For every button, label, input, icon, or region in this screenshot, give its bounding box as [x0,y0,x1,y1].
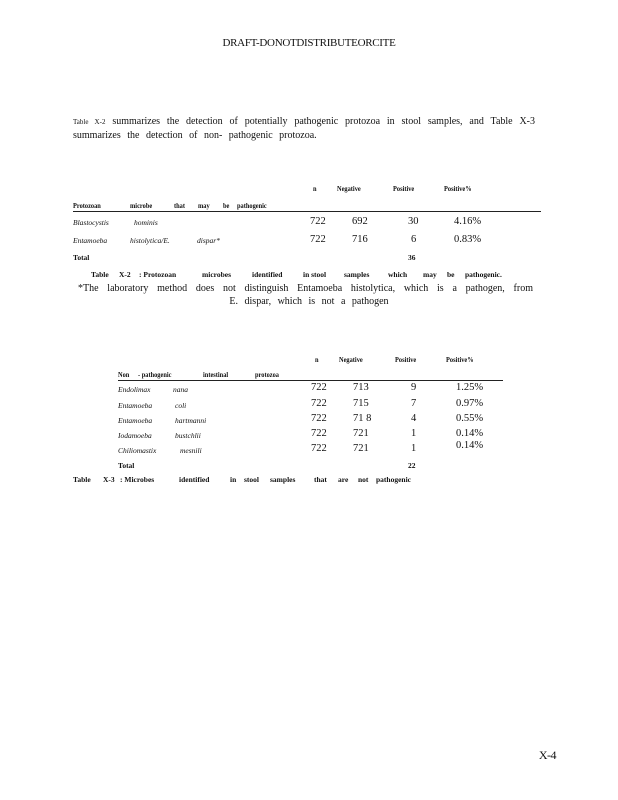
total-label: Total [118,461,135,470]
cell-positive-pct: 0.14% [456,428,484,439]
caption-word: microbes [202,270,232,279]
cell-negative: 71 8 [353,413,372,424]
row-genus: Blastocystis [73,218,109,227]
caption-word: stool [244,475,259,484]
intro-paragraph [73,115,535,142]
cell-positive: 4 [411,413,417,424]
caption-word: are [338,475,349,484]
caption-word: samples [270,475,296,484]
table-title-word: may [198,201,210,210]
row-species-extra: dispar* [197,236,220,245]
col-n: n [315,355,319,364]
caption-word: X-2 [119,270,131,279]
cell-positive-pct: 4.16% [454,216,482,227]
cell-positive: 7 [411,398,417,409]
cell-positive-pct: 0.55% [456,413,484,424]
table-title-word: pathogenic [237,201,267,210]
cell-negative: 713 [353,382,369,393]
cell-positive-pct: 1.25% [456,382,484,393]
table-rule [118,380,503,381]
caption-word: : Microbes [120,475,155,484]
caption-word: may [423,270,437,279]
cell-positive: 30 [408,216,419,227]
footnote-line: E. dispar, which is not a pathogen [229,296,389,307]
row-genus: Entamoeba [73,236,108,245]
table-title-word: be [223,201,230,210]
cell-positive-pct: 0.97% [456,398,484,409]
total-value: 22 [408,461,416,470]
cell-n: 722 [310,216,326,227]
cell-n: 722 [311,413,327,424]
intro-prefix: Table X-2 [73,118,106,126]
row-genus: Entamoeba [118,401,153,410]
row-species: bustchlii [175,431,201,440]
cell-negative: 721 [353,443,369,454]
cell-positive: 1 [411,443,417,454]
cell-n: 722 [311,398,327,409]
table-title-word: Non [118,370,130,379]
col-positive-pct: Positive% [444,184,472,193]
cell-negative: 716 [352,234,368,245]
row-species: hominis [134,218,158,227]
caption-word: pathogenic [376,475,412,484]
row-species: histolytica/E. [130,236,170,245]
cell-negative: 692 [352,216,368,227]
table-title-word: Protozoan [73,201,101,210]
cell-negative: 721 [353,428,369,439]
col-n: n [313,184,317,193]
table-title-word: intestinal [203,370,229,379]
cell-n: 722 [311,443,327,454]
footnote-line: *The laboratory method does not distinguish Entamoeba histolytica, which is a pathogen, from [78,283,533,294]
caption-word: X-3 [103,475,115,484]
col-positive-pct: Positive% [446,355,474,364]
row-genus: Endolimax [118,385,151,394]
row-genus: Iodamoeba [118,431,152,440]
caption-word: not [358,475,369,484]
intro-text: summarizes the detection of potentially pathogenic protozoa in stool samples, and Table X-3 summarizes the detection of non- pathogenic protozoa. [73,116,536,141]
cell-n: 722 [311,428,327,439]
row-species: coli [175,401,187,410]
cell-positive: 1 [411,428,417,439]
cell-positive: 6 [411,234,417,245]
table-title-word: protozoa [255,370,279,379]
row-species: mesnili [180,446,202,455]
cell-negative: 715 [353,398,369,409]
table-title-word: that [174,201,185,210]
row-genus: Chiliomastix [118,446,157,455]
cell-n: 722 [310,234,326,245]
caption-word: Table [73,475,91,484]
table-title-word: - pathogenic [138,370,172,379]
total-label: Total [73,253,90,262]
row-species: hartmanni [175,416,207,425]
col-positive: Positive [395,355,417,364]
table-rule [73,211,541,212]
cell-positive-pct: 0.83% [454,234,482,245]
caption-word: pathogenic. [465,270,502,279]
cell-n: 722 [311,382,327,393]
caption-word: which [388,270,408,279]
caption-word: in [230,475,237,484]
caption-word: samples [344,270,370,279]
cell-positive: 9 [411,382,417,393]
caption-word: : Protozoan [139,270,177,279]
col-negative: Negative [337,184,361,193]
cell-positive-pct: 0.14% [456,440,484,451]
caption-word: in stool [303,270,327,279]
row-genus: Entamoeba [118,416,153,425]
page-header: DRAFT-DONOTDISTRIBUTEORCITE [222,37,396,49]
caption-word: identified [252,270,283,279]
caption-word: be [447,270,455,279]
col-negative: Negative [339,355,363,364]
caption-word: that [314,475,327,484]
row-species: nana [173,385,188,394]
caption-word: Table [91,270,109,279]
table-title-word: microbe [130,201,153,210]
total-value: 36 [408,253,416,262]
caption-word: identified [179,475,210,484]
col-positive: Positive [393,184,415,193]
page-number: X-4 [538,748,556,762]
